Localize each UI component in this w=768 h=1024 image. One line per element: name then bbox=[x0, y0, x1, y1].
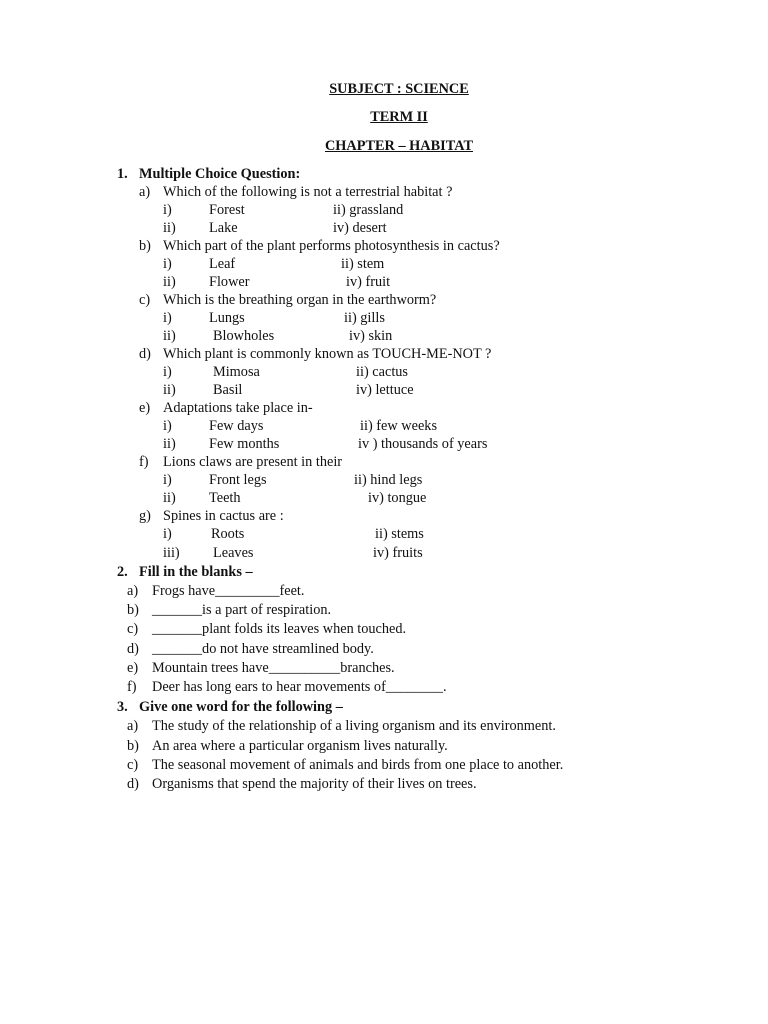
question-text: Adaptations take place in- bbox=[163, 400, 313, 416]
option-number: i) bbox=[163, 472, 172, 488]
option-number: i) bbox=[163, 256, 172, 272]
option-text: Front legs bbox=[209, 472, 267, 488]
chapter-heading: CHAPTER – HABITAT bbox=[324, 138, 473, 154]
option-number: i) bbox=[163, 364, 172, 380]
section1-number: 1. bbox=[117, 166, 128, 182]
option-text: Roots bbox=[211, 526, 245, 542]
item-letter: b) bbox=[127, 602, 139, 618]
item-text: Mountain trees have__________branches. bbox=[152, 660, 395, 676]
section2-number: 2. bbox=[117, 564, 128, 580]
item-text: _______is a part of respiration. bbox=[152, 602, 332, 618]
question-text: Which plant is commonly known as TOUCH-ME-NOT ? bbox=[163, 346, 492, 362]
term-heading: TERM II bbox=[370, 109, 428, 125]
option-text: Few days bbox=[209, 418, 264, 434]
option-text: Lungs bbox=[209, 310, 245, 326]
item-text: Organisms that spend the majority of their lives on trees. bbox=[152, 776, 477, 792]
option-text: Leaves bbox=[213, 545, 254, 561]
option-number: iii) bbox=[163, 545, 180, 561]
item-letter: f) bbox=[127, 679, 137, 695]
question-text: Spines in cactus are : bbox=[163, 508, 284, 524]
item-letter: d) bbox=[127, 641, 139, 657]
item-letter: b) bbox=[127, 738, 139, 754]
item-letter: c) bbox=[127, 757, 139, 773]
option-number: ii) bbox=[163, 328, 176, 344]
option-alt-text: ii) stem bbox=[341, 256, 385, 272]
option-text: Forest bbox=[209, 202, 245, 218]
item-letter: d) bbox=[127, 776, 139, 792]
option-alt-text: iv) fruit bbox=[346, 274, 391, 290]
subject-heading: SUBJECT : SCIENCE bbox=[329, 81, 469, 97]
item-letter: a) bbox=[127, 583, 139, 599]
question-letter: b) bbox=[139, 238, 151, 254]
option-text: Leaf bbox=[209, 256, 236, 272]
question-letter: e) bbox=[139, 400, 151, 416]
item-text: Frogs have_________feet. bbox=[152, 583, 305, 599]
item-letter: e) bbox=[127, 660, 139, 676]
question-text: Lions claws are present in their bbox=[163, 454, 343, 470]
item-text: An area where a particular organism lives naturally. bbox=[152, 738, 448, 754]
question-text: Which of the following is not a terrestrial habitat ? bbox=[163, 184, 453, 200]
option-number: ii) bbox=[163, 274, 176, 290]
option-alt-text: ii) few weeks bbox=[360, 418, 438, 434]
option-number: ii) bbox=[163, 436, 176, 452]
question-letter: d) bbox=[139, 346, 151, 362]
question-letter: a) bbox=[139, 184, 151, 200]
option-alt-text: ii) stems bbox=[375, 526, 424, 542]
section2-title: Fill in the blanks – bbox=[139, 564, 253, 580]
option-number: ii) bbox=[163, 490, 176, 506]
question-text: Which part of the plant performs photosynthesis in cactus? bbox=[163, 238, 500, 254]
question-letter: f) bbox=[139, 454, 149, 470]
option-text: Basil bbox=[213, 382, 243, 398]
item-text: _______plant folds its leaves when touched. bbox=[152, 621, 407, 637]
option-alt-text: iv) desert bbox=[333, 220, 387, 236]
option-number: ii) bbox=[163, 382, 176, 398]
option-alt-text: iv ) thousands of years bbox=[358, 436, 488, 452]
item-letter: a) bbox=[127, 718, 139, 734]
option-number: i) bbox=[163, 418, 172, 434]
option-text: Blowholes bbox=[213, 328, 275, 344]
option-alt-text: ii) grassland bbox=[333, 202, 404, 218]
option-alt-text: ii) gills bbox=[344, 310, 385, 326]
option-alt-text: ii) hind legs bbox=[354, 472, 423, 488]
item-text: The study of the relationship of a living organism and its environment. bbox=[152, 718, 556, 734]
item-letter: c) bbox=[127, 621, 139, 637]
option-alt-text: iv) skin bbox=[349, 328, 393, 344]
question-letter: c) bbox=[139, 292, 151, 308]
option-number: i) bbox=[163, 526, 172, 542]
option-alt-text: iv) fruits bbox=[373, 545, 423, 561]
option-text: Mimosa bbox=[213, 364, 260, 380]
option-number: ii) bbox=[163, 220, 176, 236]
option-alt-text: iv) lettuce bbox=[356, 382, 414, 398]
option-alt-text: iv) tongue bbox=[368, 490, 427, 506]
option-alt-text: ii) cactus bbox=[356, 364, 409, 380]
question-letter: g) bbox=[139, 508, 151, 524]
option-number: i) bbox=[163, 202, 172, 218]
option-text: Few months bbox=[209, 436, 280, 452]
section3-title: Give one word for the following – bbox=[139, 699, 343, 715]
item-text: _______do not have streamlined body. bbox=[152, 641, 374, 657]
question-text: Which is the breathing organ in the earthworm? bbox=[163, 292, 437, 308]
option-text: Lake bbox=[209, 220, 238, 236]
option-number: i) bbox=[163, 310, 172, 326]
item-text: The seasonal movement of animals and birds from one place to another. bbox=[152, 757, 564, 773]
option-text: Flower bbox=[209, 274, 250, 290]
item-text: Deer has long ears to hear movements of________. bbox=[152, 679, 447, 695]
option-text: Teeth bbox=[209, 490, 241, 506]
section3-number: 3. bbox=[117, 699, 128, 715]
section1-title: Multiple Choice Question: bbox=[139, 166, 301, 182]
